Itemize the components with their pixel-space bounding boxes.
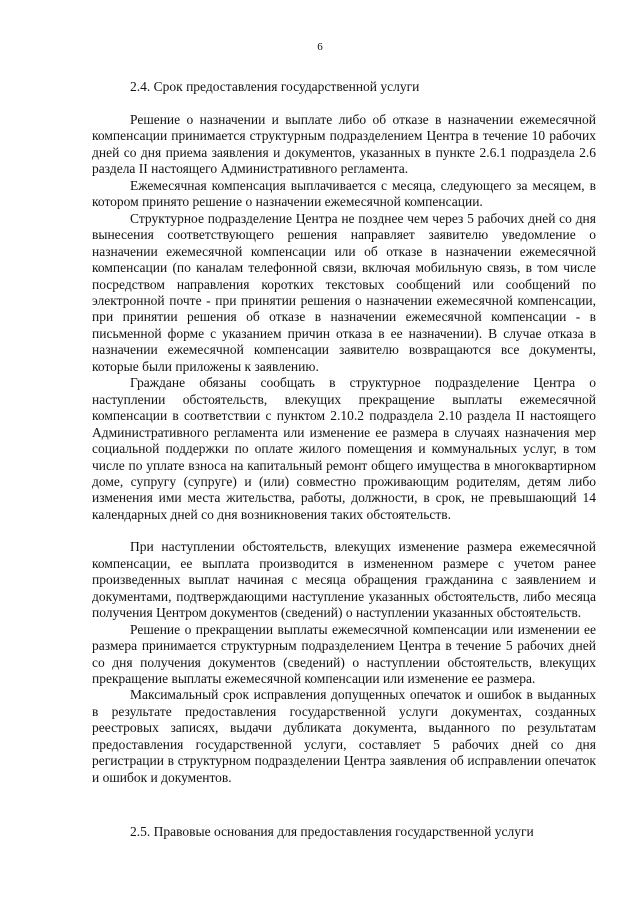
section-2-4-heading: 2.4. Срок предоставления государственной услуги — [130, 79, 420, 94]
paragraph-notification: Структурное подразделение Центра не позднее чем через 5 рабочих дней со дня вынесения соответствующего решения направляет заявителю уведомление о назначении ежемесячной компенсации или об отказе в назначении ежемесячной компенсации (по каналам телефонной связи, включая мобильную связь, в том числе посредством направления коротких текстовых сообщений или сообщений по электронной почте - при принятии решения о назначении ежемесячной компенсации, при принятии решения об отказе в назначении ежемесячной компенсации - в письменной форме с указанием причин отказа в ее назначении). В случае отказа в назначении ежемесячной компенсации заявителю возвращаются все документы, которые были приложены к заявлению. — [92, 210, 596, 374]
paragraph-termination-decision: Решение о прекращении выплаты ежемесячной компенсации или изменении ее размера принимается структурным подразделением Центра в течение 5 рабочих дней со дня получения документов (сведений) о наступлении обстоятельств, влекущих прекращение выплаты ежемесячной компенсации или изменение ее размера. — [92, 621, 596, 686]
paragraph-error-correction: Максимальный срок исправления допущенных опечаток и ошибок в выданных в результате предоставления государственной услуги документах, созданных реестровых записях, выдачи дубликата документа, выданного по результатам предоставления государственной услуги, составляет 5 рабочих дней со дня регистрации в структурном подразделении Центра заявления об исправлении опечаток и ошибок и документов. — [92, 687, 596, 785]
paragraph-size-change: При наступлении обстоятельств, влекущих изменение размера ежемесячной компенсации, ее выплата производится в измененном размере с учетом ранее произведенных выплат начиная с месяца обращения гражданина с заявлением и документами, подтверждающими наступление указанных обстоятельств, либо месяца получения Центром документов (сведений) о наступлении указанных обстоятельств. — [92, 539, 596, 621]
paragraph-decision-term: Решение о назначении и выплате либо об отказе в назначении ежемесячной компенсации принимается структурным подразделением Центра в течение 10 рабочих дней со дня приема заявления и документов, указанных в пункте 2.6.1 подраздела 2.6 раздела II настоящего Административного регламента. — [92, 112, 596, 177]
page-number: 6 — [317, 41, 323, 53]
section-2-4-body — [92, 112, 596, 786]
section-2-5-heading: 2.5. Правовые основания для предоставления государственной услуги — [130, 824, 534, 839]
paragraph-payment-start: Ежемесячная компенсация выплачивается с месяца, следующего за месяцем, в котором принято решение о назначении ежемесячной компенсации. — [92, 177, 596, 210]
paragraph-citizen-obligations: Граждане обязаны сообщать в структурное подразделение Центра о наступлении обстоятельств, влекущих прекращение выплаты ежемесячной компенсации в соответствии с пунктом 2.10.2 подраздела 2.10 раздела II настоящего Административного регламента или изменение ее размера в случаях назначения мер социальной поддержки по оплате жилого помещения и коммунальных услуг, в том числе по уплате взноса на капитальный ремонт общего имущества в многоквартирном доме, супругу (супруге) и (или) совместно проживающим родителям, детям либо изменения ими места жительства, работы, должности, в срок, не превышающий 14 календарных дней со дня возникновения таких обстоятельств. — [92, 375, 596, 522]
